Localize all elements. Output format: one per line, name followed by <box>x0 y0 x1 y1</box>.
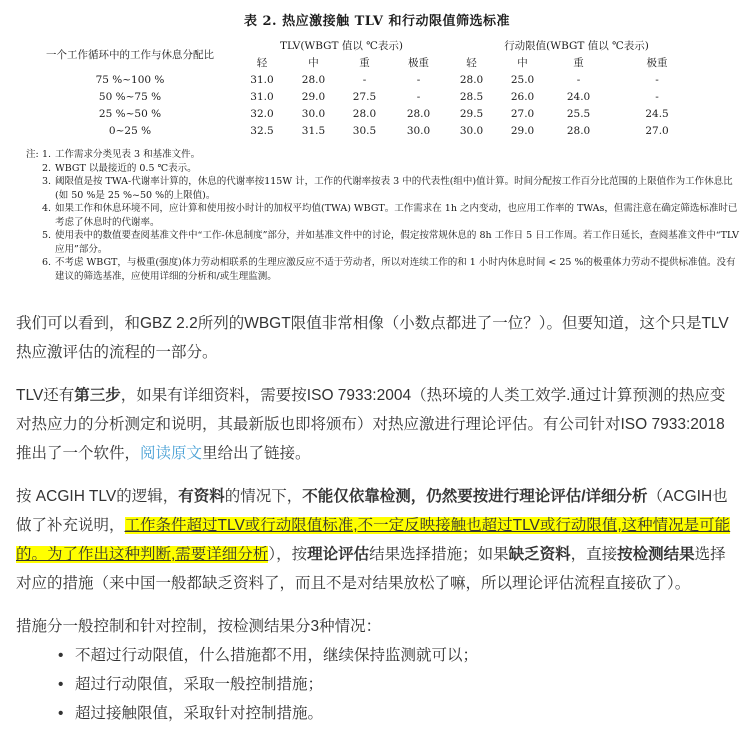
wbgt-value-cell: 29.5 <box>459 107 484 120</box>
wbgt-value-cell: 29.0 <box>301 90 326 103</box>
wbgt-value-cell: - <box>416 90 421 103</box>
measure-item <box>58 699 740 728</box>
paragraph-4-intro: 措施分一般控制和针对控制，按检测结果分3种情况： <box>16 618 382 635</box>
measure-item <box>58 641 740 670</box>
wbgt-value-cell: 28.0 <box>352 107 377 120</box>
wbgt-value-cell: 24.5 <box>645 107 669 120</box>
note-text: WBGT 以最接近的 0.5 ℃表示。 <box>55 162 197 174</box>
wbgt-value-cell: 30.0 <box>406 124 431 137</box>
text-run: 我们可以看到，和GBZ 2.2所列的WBGT限值非常相像（小数点都进了一位？）。但要知道，这个只是TLV热应激评估的流程的一部分。 <box>16 315 729 361</box>
highlighted-text: 工作条件超过TLV或行动限值标准,不一定反映接触也超过TLV或行动限值,这种情况是可能的。为了作出这种判断,需要详细分析 <box>16 517 731 563</box>
text-run: 按 ACGIH TLV的逻辑， <box>16 488 179 505</box>
intensity-header: 极重 <box>646 57 668 69</box>
notes-prefix <box>26 162 42 176</box>
note-number: 5. <box>42 230 52 241</box>
text-run: 里给出了链接。 <box>202 445 311 462</box>
table-title: 表 2. 热应激接触 TLV 和行动限值筛选标准 <box>243 14 511 29</box>
wbgt-value-cell: 32.5 <box>250 124 274 137</box>
text-run: ，如果有详细资料，需要按ISO 7933:2004（热环境的人类工效学.通过计算预测的热应变对热应力的分析测定和说明，其最新版也即将颁布）对热应激进行理论评估。有公司针对ISO 7933:2018推出了一个软件， <box>16 387 726 462</box>
table2-section <box>0 0 754 283</box>
wbgt-value-cell: - <box>416 73 421 86</box>
notes-prefix <box>26 175 42 202</box>
notes-prefix: 注: <box>26 149 39 160</box>
emphasis-text: 按检测结果 <box>617 546 695 563</box>
wbgt-value-cell: 28.0 <box>406 107 431 120</box>
wbgt-value-cell: 28.0 <box>301 73 326 86</box>
wbgt-value-cell: - <box>655 90 659 103</box>
note-number: 6. <box>42 257 52 268</box>
article-body <box>0 309 754 728</box>
table-notes <box>26 148 754 283</box>
work-rest-ratio-label: 50 %~75 % <box>98 90 162 103</box>
table-note <box>26 229 754 256</box>
wbgt-value-cell: 27.5 <box>352 90 377 103</box>
wbgt-value-cell: - <box>655 73 659 86</box>
table-note <box>26 202 754 229</box>
wbgt-value-cell: 25.5 <box>566 107 591 120</box>
notes-prefix <box>26 229 42 256</box>
paragraph-1 <box>16 309 740 367</box>
text-run: 的情况下， <box>224 488 303 505</box>
work-rest-ratio-label: 75 %~100 % <box>95 73 165 86</box>
action-limit-group-header: 行动限值(WBGT 值以 ℃表示) <box>504 40 649 52</box>
intensity-header: 重 <box>573 57 584 69</box>
wbgt-value-cell: 31.0 <box>250 90 274 103</box>
table-note <box>26 148 754 162</box>
work-rest-ratio-label: 0~25 % <box>108 124 152 137</box>
note-number: 1. <box>42 149 52 160</box>
intensity-header: 中 <box>517 57 528 69</box>
emphasis-text: 缺乏资料 <box>508 546 571 563</box>
text-run: （ACGIH也做了补充说明， <box>16 488 728 534</box>
work-rest-ratio-header: 一个工作循环中的工作与休息分配比 <box>46 48 214 61</box>
wbgt-value-cell: 27.0 <box>645 124 669 137</box>
wbgt-value-cell: 25.0 <box>510 73 535 86</box>
measure-text: 不超过行动限值，什么措施都不用，继续保持监测就可以； <box>75 647 479 664</box>
text-run: TLV还有 <box>16 387 75 404</box>
table-row <box>24 105 706 122</box>
table-note <box>26 162 754 176</box>
paragraph-3 <box>16 482 740 598</box>
wbgt-value-cell: 28.0 <box>459 73 484 86</box>
wbgt-value-cell: - <box>576 73 581 86</box>
measure-text: 超过行动限值，采取一般控制措施； <box>75 676 324 693</box>
text-run: ，直接 <box>570 546 618 563</box>
wbgt-value-cell: 29.0 <box>510 124 535 137</box>
table-note <box>26 256 754 283</box>
wbgt-value-cell: 24.0 <box>566 90 591 103</box>
wbgt-value-cell: 32.0 <box>250 107 274 120</box>
table-body <box>24 71 706 139</box>
note-number: 4. <box>42 203 52 214</box>
tlv-screening-table <box>24 37 706 139</box>
wbgt-value-cell: 30.0 <box>301 107 326 120</box>
paragraph-2 <box>16 381 740 468</box>
read-original-link[interactable]: 阅读原文 <box>140 445 203 462</box>
emphasis-text: 不能仅依靠检测，仍然要按进行理论评估/详细分析 <box>302 488 648 505</box>
emphasis-text: 有资料 <box>178 488 225 505</box>
intensity-header: 轻 <box>466 57 477 69</box>
notes-prefix <box>26 202 42 229</box>
table-note <box>26 175 754 202</box>
measure-item <box>58 670 740 699</box>
intensity-header: 极重 <box>408 57 430 69</box>
note-number: 2. <box>42 162 52 174</box>
wbgt-value-cell: 31.5 <box>301 124 326 137</box>
wbgt-value-cell: 27.0 <box>510 107 535 120</box>
note-text: 不考虑 WBGT，与极重(强度)体力劳动相联系的生理应激反应不适于劳动者，所以对连续工作的和 1 小时内休息时间 < 25 %的极重体力劳动不提供标准值。没有建议的筛选基准，应使用详细的分析和/或生理监测。 <box>55 257 736 282</box>
note-text: 使用表中的数值要查阅基准文件中“工作-休息制度”部分，并如基准文件中的讨论，假定按常规休息的 8h 工作日 5 日工作周。若工作日延长，查阅基准文件中“TLV 应用”部分。 <box>55 230 739 255</box>
wbgt-value-cell: 28.5 <box>459 90 484 103</box>
tlv-group-header: TLV(WBGT 值以 ℃表示) <box>280 40 404 52</box>
notes-prefix <box>26 256 42 283</box>
wbgt-value-cell: 31.0 <box>250 73 274 86</box>
intensity-header: 轻 <box>256 57 268 69</box>
wbgt-value-cell: 30.0 <box>459 124 484 137</box>
intensity-header: 中 <box>308 57 319 69</box>
measure-text: 超过接触限值，采取针对控制措施。 <box>75 705 324 722</box>
note-number: 3. <box>42 176 52 187</box>
table-row <box>24 122 706 139</box>
table-row <box>24 71 706 88</box>
wbgt-value-cell: 26.0 <box>510 90 535 103</box>
text-run: 结果选择措施；如果 <box>369 546 509 563</box>
work-rest-ratio-label: 25 %~50 % <box>98 107 162 120</box>
emphasis-text: 第三步 <box>74 387 121 404</box>
intensity-header: 重 <box>359 57 370 69</box>
text-run: 选择对应的措施（来中国一般都缺乏资料了，而且不是对结果放松了嘛，所以理论评估流程直接砍了）。 <box>16 546 726 592</box>
measures-list <box>16 641 740 728</box>
emphasis-text: 理论评估 <box>307 546 370 563</box>
wbgt-value-cell: 28.0 <box>566 124 591 137</box>
note-text: 阈限值是按 TWA-代谢率计算的，休息的代谢率按115W 计，工作的代谢率按表 3 中的代表性(组中)值计算。时间分配按工作百分比范围的上限值作为工作休息比(如 50 %是 25 %~50 %的上限值)。 <box>55 176 733 201</box>
table-group-header-row <box>24 37 706 54</box>
note-text: 工作需求分类见表 3 和基准文件。 <box>55 149 201 160</box>
wbgt-value-cell: - <box>362 73 367 86</box>
note-text: 如果工作和休息环境不同，应计算和使用按小时计的加权平均值(TWA) WBGT。工作需求在 1h 之内变动，也应用工作率的 TWAs，但需注意在确定筛选标准时已考虑了休息时的代谢率。 <box>55 203 738 228</box>
text-run: ），按 <box>268 546 308 563</box>
table-row <box>24 88 706 105</box>
wbgt-value-cell: 30.5 <box>352 124 377 137</box>
